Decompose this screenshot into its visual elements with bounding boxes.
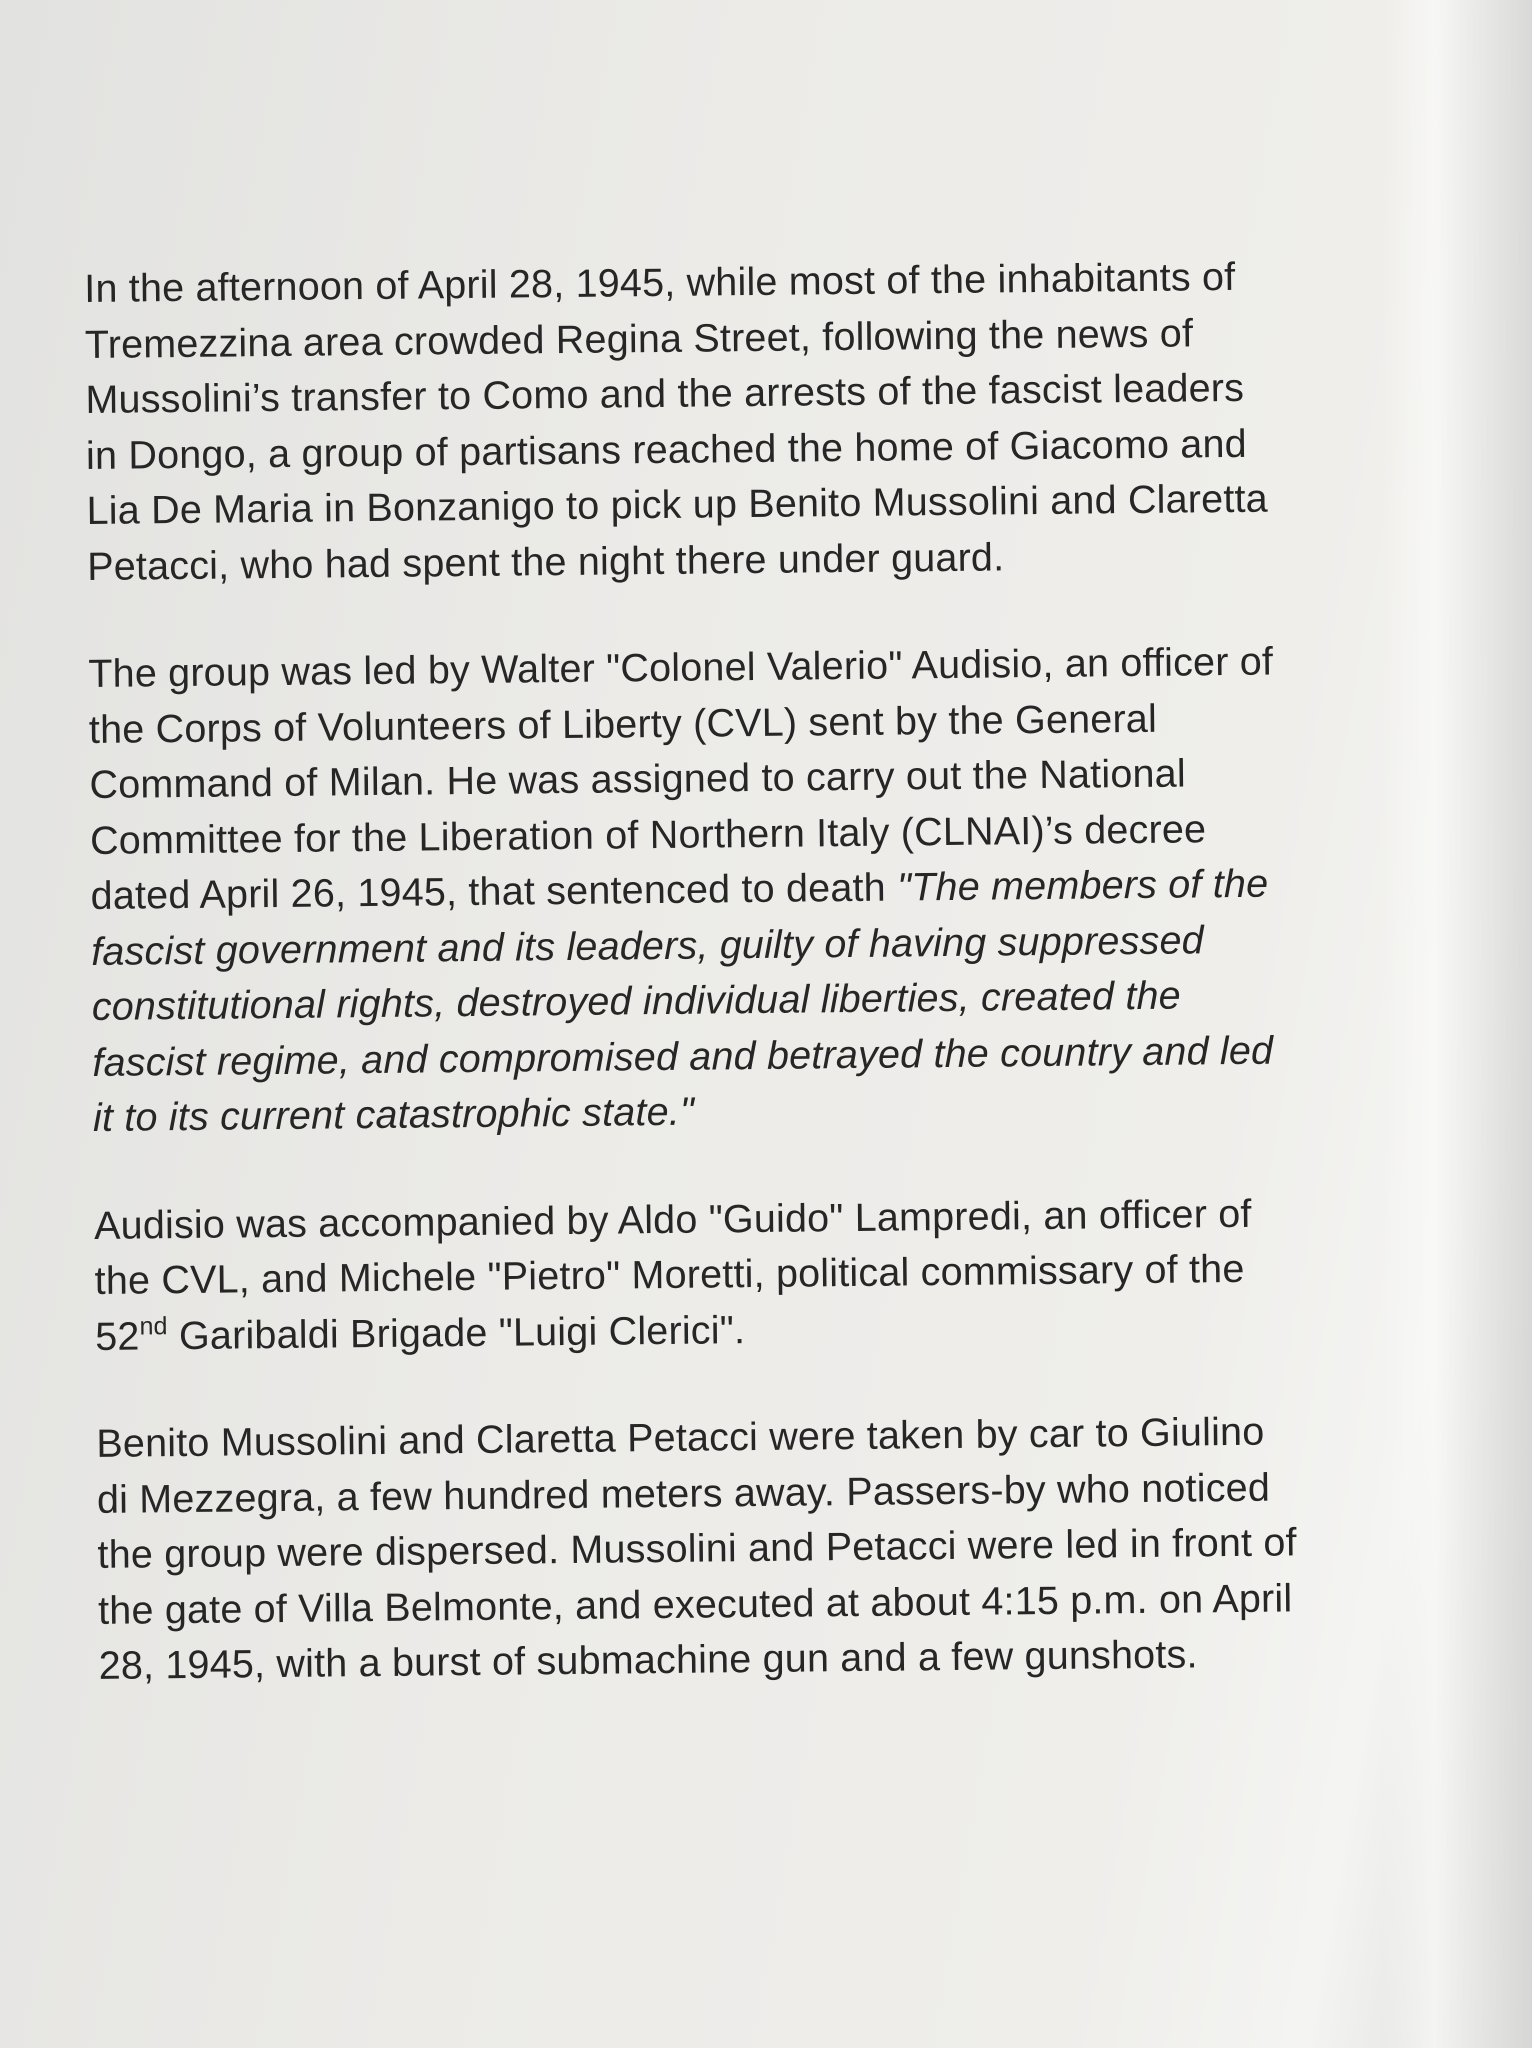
- decree-quote: "The members of the fascist government and its leaders, guilty of having suppressed constitutional rights, destroyed individual liberties, created the fascist regime, and compromised and betrayed the country and led it to its current catastrophic state.": [90, 861, 1274, 1140]
- paragraph-1: [84, 249, 1287, 595]
- paragraph-3-after: Garibaldi Brigade "Luigi Clerici".: [167, 1307, 746, 1358]
- paragraph-4-text: Benito Mussolini and Claretta Petacci were taken by car to Giulino di Mezzegra, a few hundred meters away. Passers-by who noticed the group were dispersed. Mussolini and Petacci were led in front of the gate of Villa Belmonte, and executed at about 4:15 p.m. on April 28, 1945, with a burst of submachine gun and a few gunshots.: [96, 1409, 1297, 1688]
- ordinal-suffix: nd: [139, 1311, 168, 1340]
- paragraph-3-before: Audisio was accompanied by Aldo "Guido" Lampredi, an officer of the CVL, and Michele "Pietro" Moretti, political commissary of the 52: [93, 1191, 1252, 1359]
- paragraph-1-text: In the afternoon of April 28, 1945, while most of the inhabitants of Tremezzina area crowded Regina Street, following the news of Mussolini’s transfer to Como and the arrests of the fascist leaders in Dongo, a group of partisans reached the home of Giacomo and Lia De Maria in Bonzanigo to pick up Benito Mussolini and Claretta Petacci, who had spent the night there under guard.: [84, 254, 1269, 589]
- paragraph-4: [96, 1404, 1299, 1694]
- panel-edge: [1382, 0, 1532, 2048]
- text-panel: [84, 249, 1299, 1694]
- paragraph-2: [88, 634, 1293, 1146]
- paragraph-2-intro: The group was led by Walter "Colonel Valerio" Audisio, an officer of the Corps of Volunteers of Liberty (CVL) sent by the General Command of Milan. He was assigned to carry out the National Committee for the Liberation of Northern Italy (CLNAI)’s decree dated April 26, 1945, that sentenced to death: [88, 639, 1274, 918]
- paragraph-3: [94, 1186, 1296, 1365]
